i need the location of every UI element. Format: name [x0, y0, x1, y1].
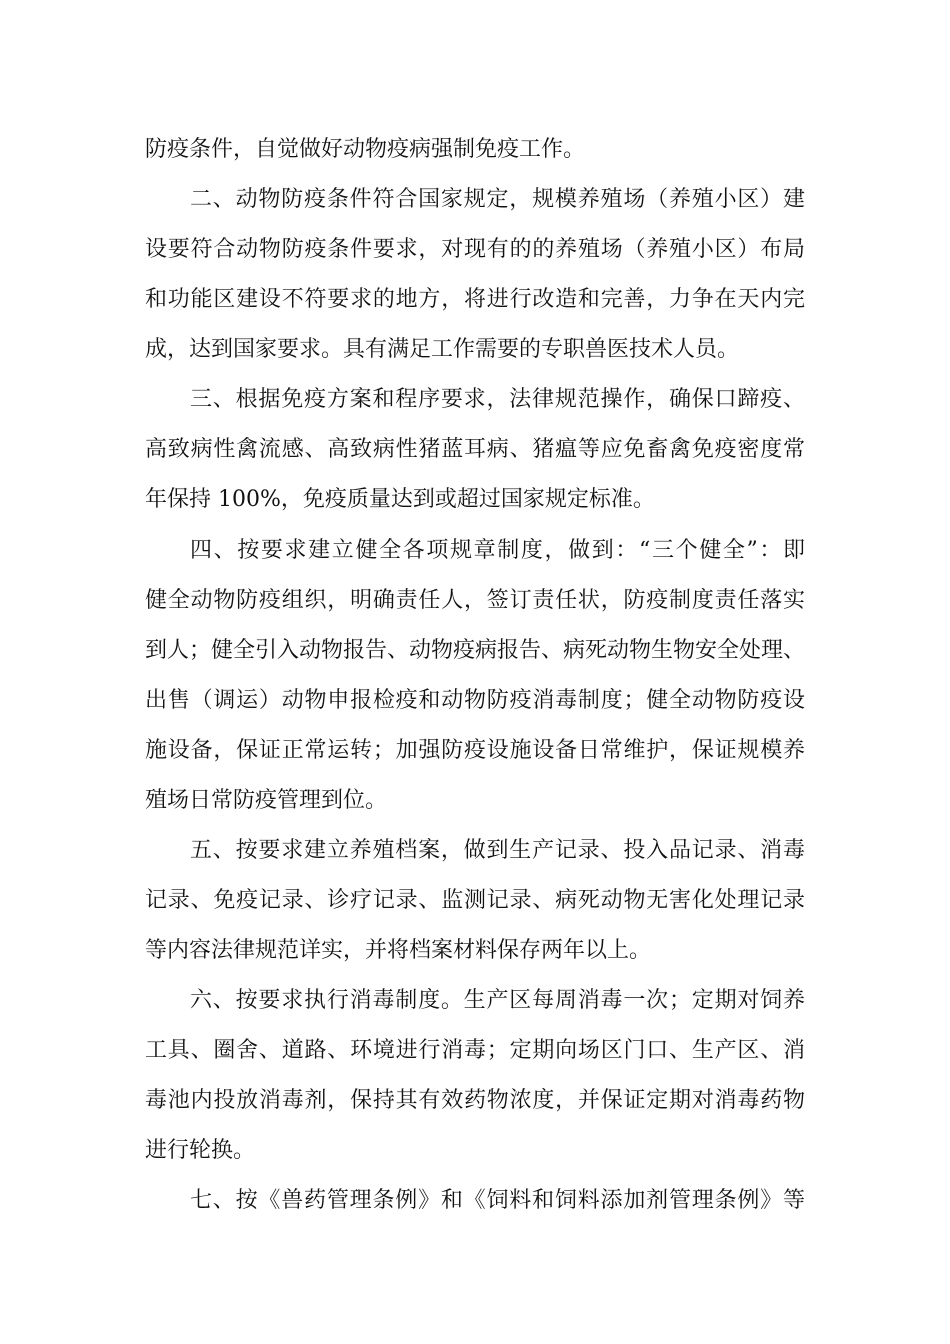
text-line: 年保持 100%，免疫质量达到或超过国家规定标准。	[145, 487, 655, 512]
text-line: 施设备，保证正常运转；加强防疫设施设备日常维护，保证规模养	[145, 738, 805, 763]
text-line: 进行轮换。	[145, 1138, 256, 1163]
text-line: 记录、免疫记录、诊疗记录、监测记录、病死动物无害化处理记录	[145, 888, 805, 913]
text-line: 设要符合动物防疫条件要求，对现有的的养殖场（养殖小区）布局	[145, 237, 805, 262]
text-line: 防疫条件，自觉做好动物疫病强制免疫工作。	[145, 137, 586, 162]
text-line: 出售（调运）动物申报检疫和动物防疫消毒制度；健全动物防疫设	[145, 688, 805, 713]
text-line: 五、按要求建立养殖档案，做到生产记录、投入品记录、消毒	[190, 838, 805, 863]
text-line: 四、按要求建立健全各项规章制度，做到：“三个健全”：即	[190, 538, 805, 563]
text-line: 到人；健全引入动物报告、动物疫病报告、病死动物生物安全处理、	[145, 638, 806, 663]
text-line: 七、按《兽药管理条例》和《饲料和饲料添加剂管理条例》等	[190, 1188, 805, 1213]
text-line: 高致病性禽流感、高致病性猪蓝耳病、猪瘟等应免畜禽免疫密度常	[145, 437, 805, 462]
text-line: 成，达到国家要求。具有满足工作需要的专职兽医技术人员。	[145, 337, 740, 362]
text-line: 等内容法律规范详实，并将档案材料保存两年以上。	[145, 938, 652, 963]
text-line: 和功能区建设不符要求的地方，将进行改造和完善，力争在天内完	[145, 287, 805, 312]
text-line: 殖场日常防疫管理到位。	[145, 788, 388, 813]
text-line: 工具、圈舍、道路、环境进行消毒；定期向场区门口、生产区、消	[145, 1038, 805, 1063]
text-line: 六、按要求执行消毒制度。生产区每周消毒一次；定期对饲养	[190, 988, 805, 1013]
text-line: 三、根据免疫方案和程序要求，法律规范操作，确保口蹄疫、	[190, 387, 805, 412]
text-line: 健全动物防疫组织，明确责任人，签订责任状，防疫制度责任落实	[145, 588, 805, 613]
text-line: 毒池内投放消毒剂，保持其有效药物浓度，并保证定期对消毒药物	[145, 1088, 805, 1113]
text-line: 二、动物防疫条件符合国家规定，规模养殖场（养殖小区）建	[190, 187, 805, 212]
